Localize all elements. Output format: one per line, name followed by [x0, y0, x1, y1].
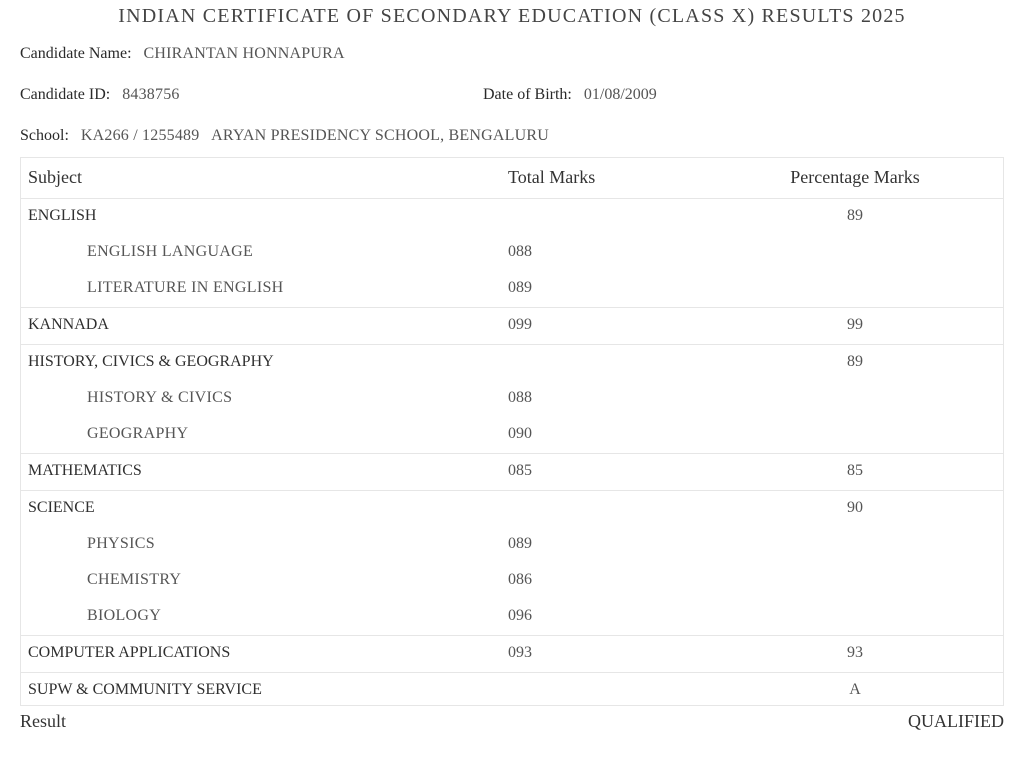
- candidate-id-label: Candidate ID:: [20, 86, 111, 103]
- school-value: KA266 / 1255489 ARYAN PRESIDENCY SCHOOL, BENGALURU: [80, 127, 549, 144]
- date-of-birth-line: [483, 86, 657, 104]
- subject-group: [21, 636, 1003, 673]
- total-marks: 093: [508, 644, 532, 662]
- percentage-marks: 89: [847, 353, 863, 371]
- candidate-id-value: 8438756: [122, 86, 180, 103]
- header-total-marks: Total Marks: [508, 167, 596, 187]
- table-row: [21, 454, 1003, 489]
- subject-group: [21, 454, 1003, 491]
- subject-name: KANNADA: [28, 315, 109, 333]
- sub-subject-marks: 088: [508, 242, 532, 260]
- percentage-marks: 90: [847, 499, 863, 517]
- subject-name: ENGLISH: [28, 207, 97, 224]
- total-marks: 099: [508, 315, 532, 333]
- table-row: [21, 491, 1003, 526]
- table-subrow: [21, 235, 1003, 270]
- sub-subject-marks: 086: [508, 570, 532, 588]
- subject-name: SUPW & COMMUNITY SERVICE: [28, 681, 262, 699]
- subject-group: [21, 345, 1003, 454]
- sub-subject-marks: 089: [508, 535, 532, 553]
- percentage-marks: 93: [847, 644, 863, 662]
- sub-subject-name: GEOGRAPHY: [87, 424, 189, 442]
- sub-subject-name: BIOLOGY: [87, 606, 162, 624]
- school-label: School:: [20, 127, 69, 144]
- sub-subject-marks: 096: [508, 606, 532, 624]
- marks-table: [20, 157, 1004, 706]
- total-marks: 085: [508, 462, 532, 480]
- result-value: QUALIFIED: [908, 711, 1004, 731]
- subject-name: HISTORY, CIVICS & GEOGRAPHY: [28, 353, 274, 371]
- sub-subject-marks: 088: [508, 388, 532, 406]
- table-row: [21, 673, 1003, 708]
- table-subrow: [21, 417, 1003, 452]
- sub-subject-name: PHYSICS: [87, 535, 155, 553]
- table-subrow: [21, 271, 1003, 306]
- header-percentage-marks: Percentage Marks: [790, 167, 920, 187]
- percentage-marks: 89: [847, 207, 863, 224]
- sub-subject-marks: 089: [508, 278, 532, 296]
- percentage-marks: 99: [847, 315, 863, 333]
- subject-group: [21, 491, 1003, 636]
- result-label: Result: [20, 711, 67, 731]
- table-row: [21, 199, 1003, 234]
- subject-name: COMPUTER APPLICATIONS: [28, 644, 231, 662]
- candidate-name-line: [20, 45, 345, 63]
- table-header: [21, 158, 1003, 199]
- dob-value: 01/08/2009: [583, 86, 657, 103]
- sub-subject-name: LITERATURE IN ENGLISH: [87, 278, 284, 296]
- percentage-marks: A: [849, 681, 861, 699]
- table-subrow: [21, 599, 1003, 634]
- subject-group: [21, 308, 1003, 345]
- table-subrow: [21, 563, 1003, 598]
- table-row: [21, 345, 1003, 380]
- subject-group: [21, 673, 1003, 710]
- subject-name: SCIENCE: [28, 499, 95, 517]
- dob-label: Date of Birth:: [483, 86, 572, 103]
- table-row: [21, 636, 1003, 671]
- candidate-name-value: CHIRANTAN HONNAPURA: [143, 45, 345, 62]
- candidate-name-label: Candidate Name:: [20, 45, 132, 62]
- table-row: [21, 308, 1003, 343]
- school-line: [20, 127, 549, 145]
- subject-name: MATHEMATICS: [28, 462, 142, 480]
- sub-subject-name: HISTORY & CIVICS: [87, 388, 233, 406]
- subject-group: [21, 199, 1003, 308]
- sub-subject-marks: 090: [508, 424, 532, 442]
- table-subrow: [21, 381, 1003, 416]
- page-title: INDIAN CERTIFICATE OF SECONDARY EDUCATION (CLASS X) RESULTS 2025: [118, 5, 906, 27]
- header-subject: Subject: [28, 167, 82, 187]
- sub-subject-name: CHEMISTRY: [87, 570, 182, 588]
- candidate-id-line: [20, 86, 180, 104]
- sub-subject-name: ENGLISH LANGUAGE: [87, 242, 254, 260]
- percentage-marks: 85: [847, 462, 863, 480]
- table-subrow: [21, 527, 1003, 562]
